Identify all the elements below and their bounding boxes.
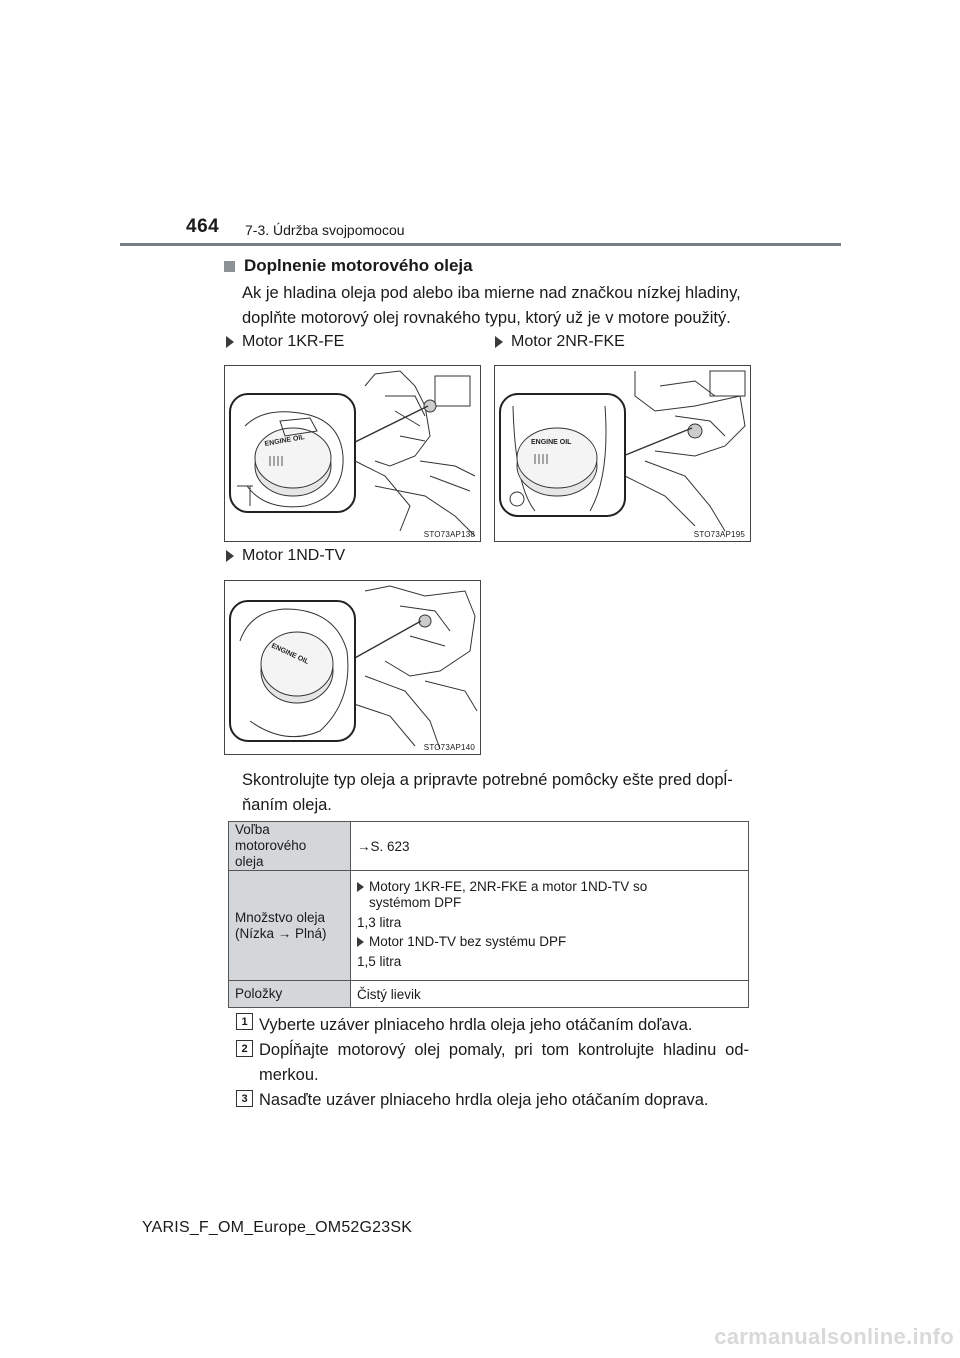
table-header-cell (229, 871, 351, 981)
step-number-1: 1 (236, 1013, 253, 1030)
section-title: 7-3. Údržba svojpomocou (245, 222, 405, 238)
step-2-text (259, 1038, 749, 1088)
capacity-item-2: Motor 1ND-TV bez systému DPF (369, 933, 567, 949)
figure-code: STO73AP140 (423, 743, 475, 752)
engine-label-2nr (495, 333, 625, 351)
engine-oil-cap-text: ENGINE OIL (264, 434, 306, 448)
step-2-line-2: merkou. (259, 1066, 319, 1084)
figure-code: STO73AP195 (693, 530, 745, 539)
table-value-cell: →S. 623 (351, 822, 749, 871)
triangle-bullet-icon (357, 882, 364, 892)
check-paragraph (242, 768, 762, 818)
step-3-text: Nasaďte uzáver plniaceho hrdla oleja jeho otáčaním doprava. (259, 1091, 709, 1109)
capacity-amount-1: 1,3 litra (357, 914, 402, 930)
header-rule (120, 243, 841, 246)
engine-label-text: Motor 1ND-TV (242, 547, 346, 564)
table-row (229, 981, 749, 1008)
engine-oil-cap-text: ENGINE OIL (270, 642, 310, 666)
triangle-bullet-icon (226, 336, 234, 348)
engine-bay-illustration (225, 581, 480, 754)
intro-line-1: Ak je hladina oleja pod alebo iba mierne nad značkou nízkej hladiny, (242, 284, 741, 302)
intro-line-2: doplňte motorový olej rovnakého typu, ktorý už je v motore použitý. (242, 309, 731, 327)
capacity-amount-2: 1,5 litra (357, 953, 402, 969)
figure-code: STO73AP138 (423, 530, 475, 539)
table-value-cell: Čistý lievik (351, 981, 749, 1008)
header-line: oleja (235, 854, 264, 869)
oil-info-table (228, 821, 749, 1008)
engine-bay-illustration (495, 366, 750, 541)
step-1-text: Vyberte uzáver plniaceho hrdla oleja jeho otáčaním doľava. (259, 1016, 693, 1034)
list-item (357, 934, 742, 950)
document-footer-code: YARIS_F_OM_Europe_OM52G23SK (142, 1219, 413, 1236)
intro-paragraph (242, 281, 762, 331)
step-number-3: 3 (236, 1090, 253, 1107)
table-value-cell (351, 871, 749, 981)
triangle-bullet-icon (495, 336, 503, 348)
table-header-cell (229, 822, 351, 871)
engine-label-1kr (226, 333, 344, 351)
table-header-cell: Položky (229, 981, 351, 1008)
watermark[interactable]: carmanualsonline.info (714, 1324, 954, 1349)
heading-text: Doplnenie motorového oleja (244, 256, 473, 275)
table-row (229, 871, 749, 981)
capacity-item-1: Motory 1KR-FE, 2NR-FKE a motor 1ND-TV so systémom DPF (369, 878, 648, 910)
triangle-bullet-icon (226, 550, 234, 562)
engine-label-text: Motor 2NR-FKE (511, 333, 625, 350)
table-row (229, 822, 749, 871)
triangle-bullet-icon (357, 937, 364, 947)
list-item (357, 879, 742, 911)
header-line: Voľba motorového (235, 822, 307, 853)
check-line-2: ňaním oleja. (242, 796, 332, 814)
engine-oil-cap-text: ENGINE OIL (531, 439, 572, 446)
engine-bay-illustration (225, 366, 480, 541)
section-heading (224, 256, 473, 276)
header-line: (Nízka → Plná) (235, 925, 327, 941)
header-line: Množstvo oleja (235, 909, 326, 925)
step-2-line-1: Dopĺňajte motorový olej pomaly, pri tom kontrolujte hladinu od- (259, 1041, 749, 1059)
figure-2nr-oil-cap (494, 365, 751, 542)
figure-1nd-oil-cap (224, 580, 481, 755)
engine-label-text: Motor 1KR-FE (242, 333, 345, 350)
page-number: 464 (186, 216, 220, 237)
step-number-2: 2 (236, 1040, 253, 1057)
engine-label-1nd (226, 547, 345, 565)
figure-1kr-oil-cap (224, 365, 481, 542)
check-line-1: Skontrolujte typ oleja a pripravte potrebné pomôcky ešte pred dopĺ- (242, 771, 733, 789)
square-bullet-icon (224, 261, 235, 272)
